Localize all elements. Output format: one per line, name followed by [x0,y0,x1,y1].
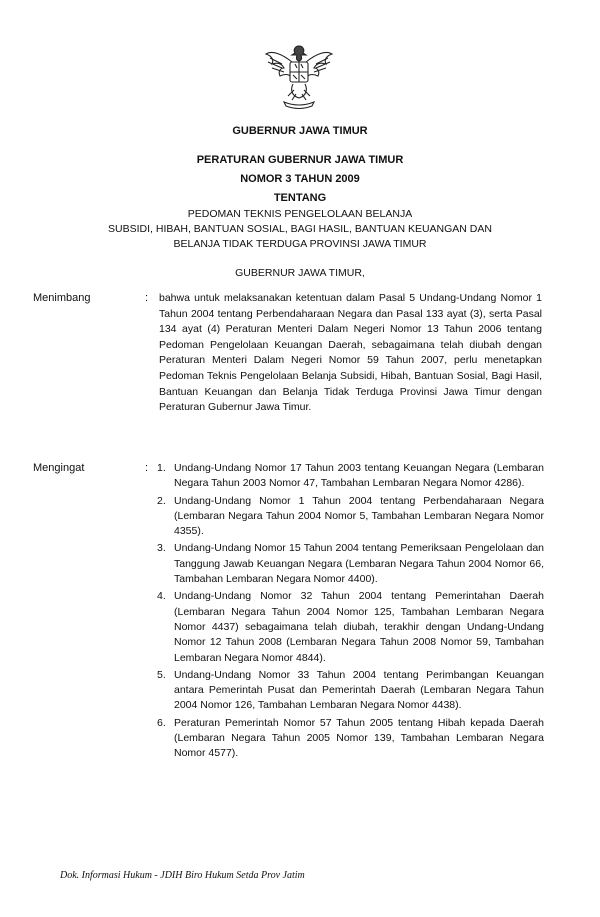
issuer-heading: GUBERNUR JAWA TIMUR, [235,267,365,279]
about-heading: TENTANG [273,192,327,204]
list-item [152,589,544,665]
list-item-text: Undang-Undang Nomor 33 Tahun 2004 tentang Perimbangan Keuangan antara Pemerintah Pusat dan Pemerintah Daerah (Lembaran Negara Tahun 2004 Nomor 126, Tambahan Lembaran Negara Nomor 4438). [174,668,544,712]
list-item-number: 2. [157,494,166,507]
list-item-text: Peraturan Pemerintah Nomor 57 Tahun 2005 tentang Hibah kepada Daerah (Lembaran Negara Tahun 2005 Nomor 139, Tambahan Lembaran Negara Nomor 4577). [174,716,544,760]
mengingat-label: Mengingat [33,462,85,474]
subject-line-3: BELANJA TIDAK TERDUGA PROVINSI JAWA TIMUR [173,238,427,250]
list-item [152,716,544,762]
menimbang-colon: : [145,292,149,304]
list-item-number: 1. [157,462,166,474]
list-item-text: Undang-Undang Nomor 32 Tahun 2004 tentang Pemerintahan Daerah (Lembaran Negara Tahun 2004 Nomor 125, Tambahan Lembaran Negara Nomor 4437) sebagaimana telah diubah, terakhir dengan Undang-Undang Nomor 12 Tahun 2008 (Lembaran Negara Tahun 2008 Nomor 59, Tambahan Lembaran Negara Nomor 4844). [174,590,544,664]
list-item [152,541,544,587]
subject-line-1: PEDOMAN TEKNIS PENGELOLAAN BELANJA [187,208,413,220]
menimbang-label: Menimbang [33,292,91,304]
governor-heading: GUBERNUR JAWA TIMUR [232,125,368,137]
list-item-text: Undang-Undang Nomor 15 Tahun 2004 tentang Pemeriksaan Pengelolaan dan Tanggung Jawab Keuangan Negara (Lembaran Negara Tahun 2004 Nomor 66, Tambahan Lembaran Negara Nomor 4400). [174,542,544,586]
regulation-title: PERATURAN GUBERNUR JAWA TIMUR [196,154,404,166]
list-item [152,461,544,492]
list-item-number: 3. [157,542,166,555]
list-item [152,494,544,540]
list-item-number: 5. [157,668,166,681]
mengingat-colon: : [145,462,149,474]
list-item [152,668,544,714]
subject-line-2: SUBSIDI, HIBAH, BANTUAN SOSIAL, BAGI HASIL, BANTUAN KEUANGAN DAN [108,223,492,235]
menimbang-text: bahwa untuk melaksanakan ketentuan dalam Pasal 5 Undang-Undang Nomor 1 Tahun 2004 tentang Perbendaharaan Negara dan Pasal 133 ayat (3), serta Pasal 134 ayat (4) Peraturan Menteri Dalam Negeri Nomor 13 Tahun 2006 tentang Pedoman Pengelolaan Keuangan Daerah, sebagaimana telah diubah dengan Peraturan Menteri Dalam Negeri Nomor 59 Tahun 2007, perlu menetapkan Pedoman Teknis Pengelolaan Belanja Subsidi, Hibah, Bantuan Sosial, Bagi Hasil, Bantuan Keuangan dan Belanja Tidak Terduga Provinsi Jawa Timur dengan Peraturan Gubernur Jawa Timur. [159,292,542,414]
list-item-text: Undang-Undang Nomor 1 Tahun 2004 tentang Perbendaharaan Negara (Lembaran Negara Tahun 2004 Nomor 5, Tambahan Lembaran Negara Nomor 4355). [174,494,544,538]
list-item-number: 4. [157,590,166,603]
list-item-number: 6. [157,716,166,729]
mengingat-list [152,461,544,764]
regulation-number: NOMOR 3 TAHUN 2009 [240,173,360,185]
garuda-emblem-icon [262,40,336,112]
page-footer: Dok. Informasi Hukum - JDIH Biro Hukum Setda Prov Jatim [60,870,305,881]
list-item-text: Undang-Undang Nomor 17 Tahun 2003 tentang Keuangan Negara (Lembaran Negara Tahun 2003 Nomor 47, Tambahan Lembaran Negara Nomor 4286). [174,462,544,490]
